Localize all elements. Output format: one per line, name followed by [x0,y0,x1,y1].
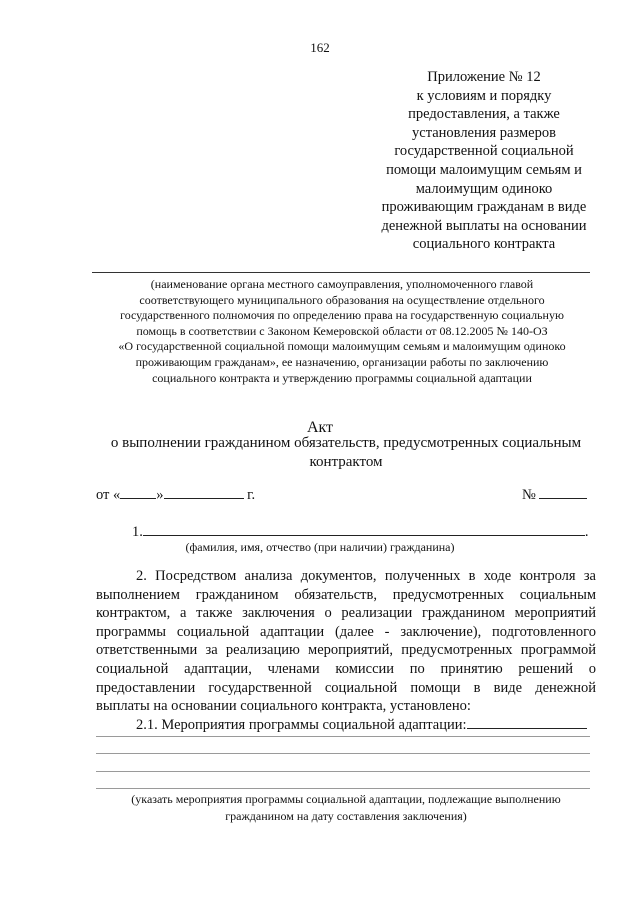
date-day-blank[interactable] [120,484,156,499]
number-label: № [522,487,536,503]
appendix-header [368,68,600,254]
appendix-line: предоставления, а также [408,106,560,123]
citizen-name-field [132,521,589,541]
appendix-line: малоимущим одиноко [415,180,553,197]
paragraph-line: выполнением гражданином обязательств, предусмотренных социальным [96,586,596,603]
item1-number: 1. [132,524,143,540]
date-prefix: от « [96,487,121,503]
adaptation-measures-line[interactable] [96,771,590,772]
adaptation-measures-field [136,714,587,734]
date-month-year-blank[interactable] [164,484,244,499]
caption-line: (указать мероприятия программы социальной адаптации, подлежащие выполнению [131,792,561,806]
adaptation-measures-line[interactable] [96,788,590,789]
caption-line: помощь в соответствии с Законом Кемеровской области от 08.12.2005 № 140-ОЗ [136,323,548,338]
paragraph-line: социальной адаптации, членами комиссии по принятию решений о [96,660,596,677]
appendix-line: установления размеров [412,124,556,141]
appendix-line: к условиям и порядку [416,87,552,104]
appendix-line: помощи малоимущим семьям и [386,161,582,178]
act-subtitle-line: о выполнении гражданином обязательств, предусмотренных социальным [110,435,582,451]
paragraph-2 [96,567,596,716]
caption-line: социального контракта и утверждению программы социальной адаптации [152,370,532,385]
paragraph-line: программы социальной адаптации (далее - заключение), подготовленного [96,623,596,640]
paragraph-line: 2. Посредством анализа документов, полученных в ходе контроля за [136,568,596,584]
caption-line: гражданином на дату составления заключения) [225,809,467,823]
paragraph-line: выплаты на основании социального контракта, установлено: [96,698,471,715]
appendix-line: проживающим гражданам в виде [381,199,587,216]
caption-line: соответствующего муниципального образования на осуществление отдельного [139,292,545,307]
appendix-line: Приложение № 12 [427,69,541,85]
caption-line: государственного полномочия по определению права на государственную социальную [120,308,564,323]
item1-end: . [584,524,589,540]
item21-label: 2.1. Мероприятия программы социальной адаптации: [136,717,467,733]
page-number: 162 [310,40,330,55]
paragraph-line: предоставлении государственной социальной помощи в виде денежной [96,679,596,696]
paragraph-line: ответственными за реализацию мероприятий, предусмотренных программой [96,642,596,659]
date-suffix: г. [247,487,256,503]
act-title: Акт [306,419,334,436]
authority-name-line [92,272,590,273]
appendix-line: социального контракта [412,236,556,253]
act-number-blank[interactable] [539,484,587,499]
caption-line: (наименование органа местного самоуправления, уполномоченного главой [150,277,534,291]
adaptation-measures-caption [96,791,596,825]
paragraph-line: контрактом, а также заключения о реализации гражданином мероприятий [96,605,596,622]
adaptation-measures-line[interactable] [96,753,590,754]
act-subtitle [96,434,596,472]
caption-line: «О государственной социальной помощи малоимущим семьям и малоимущим одиноко [118,339,566,354]
date-field [96,484,255,504]
citizen-name-caption: (фамилия, имя, отчество (при наличии) гражданина) [185,540,455,554]
act-number-field [522,484,587,504]
caption-line: проживающим гражданам», ее назначению, организации работы по заключению [135,354,549,369]
appendix-line: государственной социальной [394,143,574,160]
authority-name-caption [86,277,598,386]
act-subtitle-line: контрактом [309,454,383,470]
appendix-line: денежной выплаты на основании [381,217,587,234]
date-quote-close: » [156,487,164,503]
adaptation-measures-line[interactable] [96,736,590,737]
citizen-name-blank[interactable] [143,521,585,536]
adaptation-measures-blank[interactable] [467,714,587,729]
